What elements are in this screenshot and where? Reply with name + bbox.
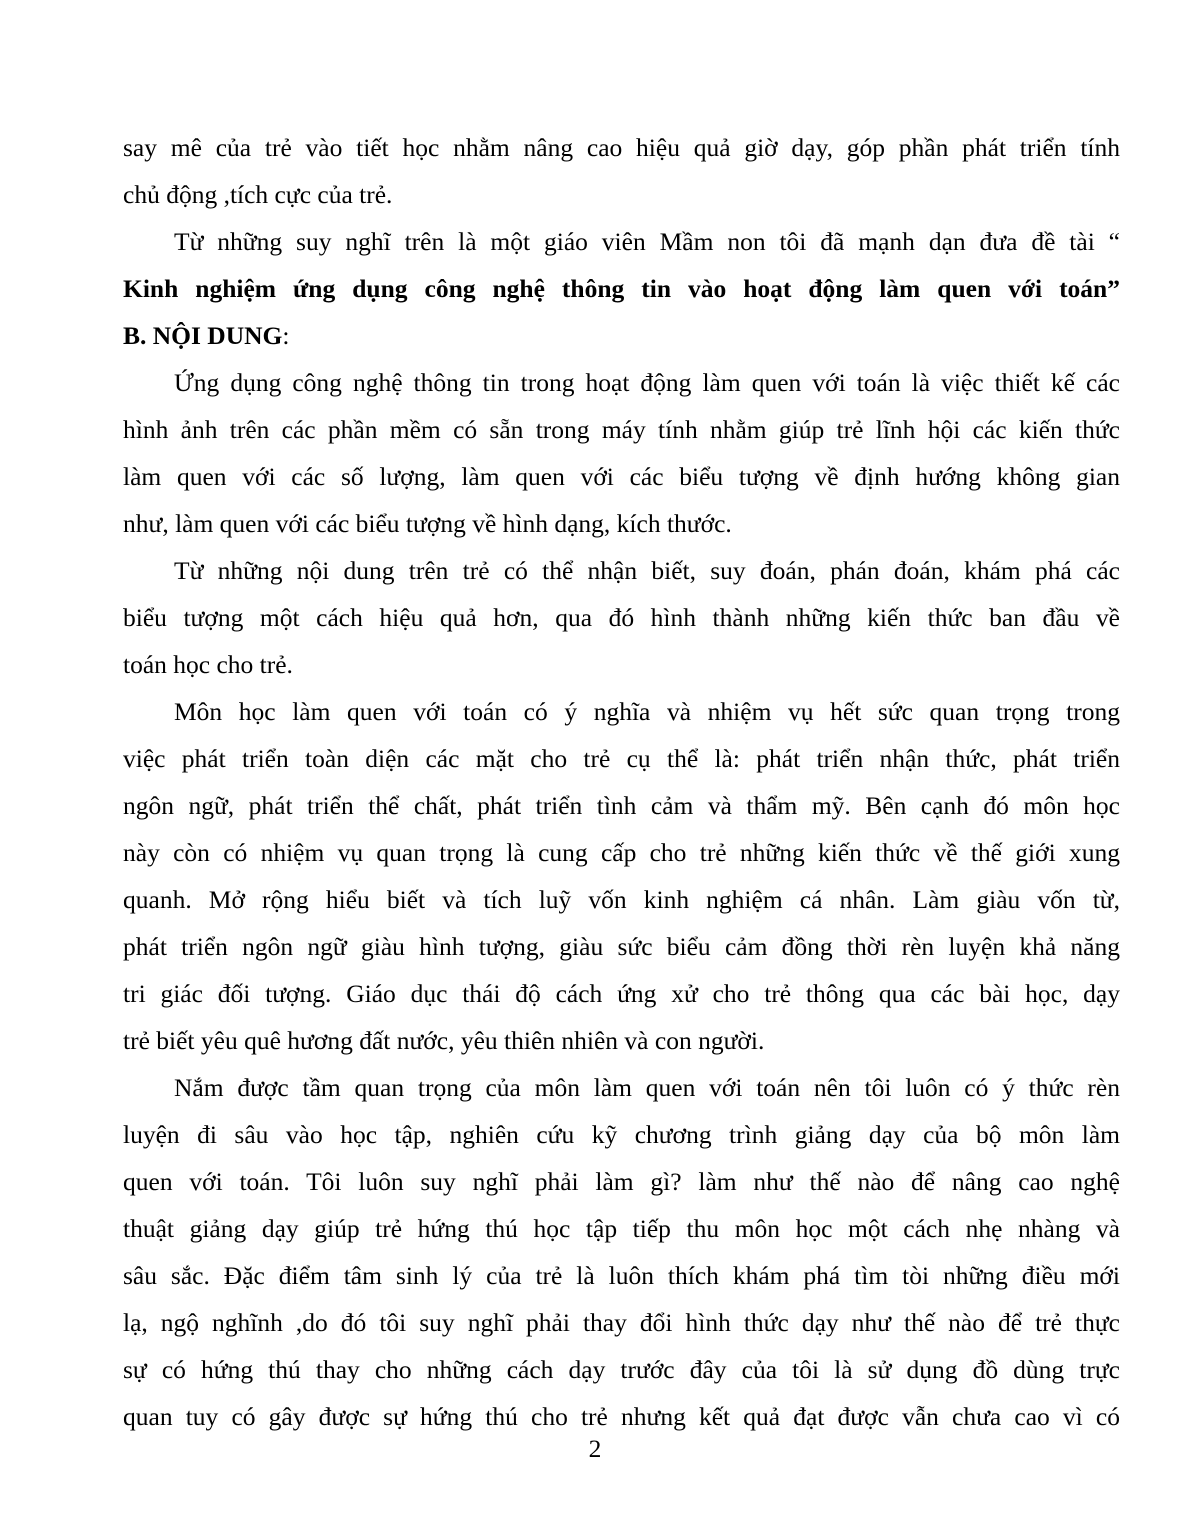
text-line — [123, 312, 1120, 359]
text-line — [123, 735, 1120, 782]
text-line — [123, 1017, 1120, 1064]
text-line — [123, 1299, 1120, 1346]
line-text: thuật giảng dạy giúp trẻ hứng thú học tập tiếp thu môn học một cách nhẹ nhàng và — [123, 1214, 1120, 1243]
document-body — [123, 124, 1120, 1440]
text-line — [123, 970, 1120, 1017]
line-text: này còn có nhiệm vụ quan trọng là cung cấp cho trẻ những kiến thức về thế giới xung — [123, 838, 1120, 867]
line-text: việc phát triển toàn diện các mặt cho trẻ cụ thể là: phát triển nhận thức, phát triển — [123, 744, 1120, 773]
text-line — [123, 782, 1120, 829]
line-text: như, làm quen với các biểu tượng về hình dạng, kích thước. — [123, 509, 732, 538]
text-line — [123, 359, 1120, 406]
text-line — [123, 265, 1120, 312]
line-text: phát triển ngôn ngữ giàu hình tượng, giàu sức biểu cảm đồng thời rèn luyện khả năng — [123, 932, 1120, 961]
line-text: hình ảnh trên các phần mềm có sẵn trong máy tính nhằm giúp trẻ lĩnh hội các kiến thức — [123, 415, 1120, 444]
text-line — [123, 124, 1120, 171]
text-line — [123, 547, 1120, 594]
text-line — [123, 923, 1120, 970]
line-text: lạ, ngộ nghĩnh ,do đó tôi suy nghĩ phải thay đổi hình thức dạy như thế nào để trẻ thực — [123, 1308, 1120, 1337]
line-text: Từ những suy nghĩ trên là một giáo viên Mầm non tôi đã mạnh dạn đưa đề tài “ — [174, 227, 1120, 256]
text-line — [123, 1064, 1120, 1111]
text-line — [123, 218, 1120, 265]
text-line — [123, 641, 1120, 688]
line-text: toán học cho trẻ. — [123, 650, 293, 679]
line-text: luyện đi sâu vào học tập, nghiên cứu kỹ chương trình giảng dạy của bộ môn làm — [123, 1120, 1120, 1149]
line-text: Môn học làm quen với toán có ý nghĩa và nhiệm vụ hết sức quan trọng trong — [174, 697, 1120, 726]
line-text: Nắm được tầm quan trọng của môn làm quen với toán nên tôi luôn có ý thức rèn — [174, 1073, 1120, 1102]
line-text: quan tuy có gây được sự hứng thú cho trẻ nhưng kết quả đạt được vẫn chưa cao vì có — [123, 1402, 1120, 1431]
line-text: làm quen với các số lượng, làm quen với các biểu tượng về định hướng không gian — [123, 462, 1120, 491]
line-text: tri giác đối tượng. Giáo dục thái độ cách ứng xử cho trẻ thông qua các bài học, dạy — [123, 979, 1120, 1008]
text-line — [123, 876, 1120, 923]
text-line — [123, 500, 1120, 547]
text-line — [123, 688, 1120, 735]
page-number: 2 — [588, 1434, 602, 1463]
text-line — [123, 594, 1120, 641]
text-line — [123, 1158, 1120, 1205]
text-line — [123, 1205, 1120, 1252]
line-text: trẻ biết yêu quê hương đất nước, yêu thiên nhiên và con người. — [123, 1026, 765, 1055]
line-text: Ứng dụng công nghệ thông tin trong hoạt động làm quen với toán là việc thiết kế các — [174, 368, 1120, 397]
line-text: quen với toán. Tôi luôn suy nghĩ phải làm gì? làm như thế nào để nâng cao nghệ — [123, 1167, 1120, 1196]
line-suffix: : — [282, 321, 290, 350]
text-line — [123, 1393, 1120, 1440]
text-line — [123, 1111, 1120, 1158]
line-text: Từ những nội dung trên trẻ có thể nhận biết, suy đoán, phán đoán, khám phá các — [174, 556, 1120, 585]
line-text: sự có hứng thú thay cho những cách dạy trước đây của tôi là sử dụng đồ dùng trực — [123, 1355, 1120, 1384]
bold-text: Kinh nghiệm ứng dụng công nghệ thông tin vào hoạt động làm quen với toán” — [123, 274, 1120, 303]
line-text: say mê của trẻ vào tiết học nhằm nâng cao hiệu quả giờ dạy, góp phần phát triển tính — [123, 133, 1120, 162]
text-line — [123, 1346, 1120, 1393]
text-line — [123, 453, 1120, 500]
text-line — [123, 406, 1120, 453]
text-line — [123, 1252, 1120, 1299]
line-text: chủ động ,tích cực của trẻ. — [123, 180, 393, 209]
text-line — [123, 829, 1120, 876]
line-text: ngôn ngữ, phát triển thể chất, phát triển tình cảm và thẩm mỹ. Bên cạnh đó môn học — [123, 791, 1120, 820]
text-line — [123, 171, 1120, 218]
line-text: biểu tượng một cách hiệu quả hơn, qua đó hình thành những kiến thức ban đầu về — [123, 603, 1120, 632]
bold-text: B. NỘI DUNG — [123, 321, 283, 350]
line-text: sâu sắc. Đặc điểm tâm sinh lý của trẻ là luôn thích khám phá tìm tòi những điều mới — [123, 1261, 1120, 1290]
line-text: quanh. Mở rộng hiểu biết và tích luỹ vốn kinh nghiệm cá nhân. Làm giàu vốn từ, — [123, 885, 1120, 914]
